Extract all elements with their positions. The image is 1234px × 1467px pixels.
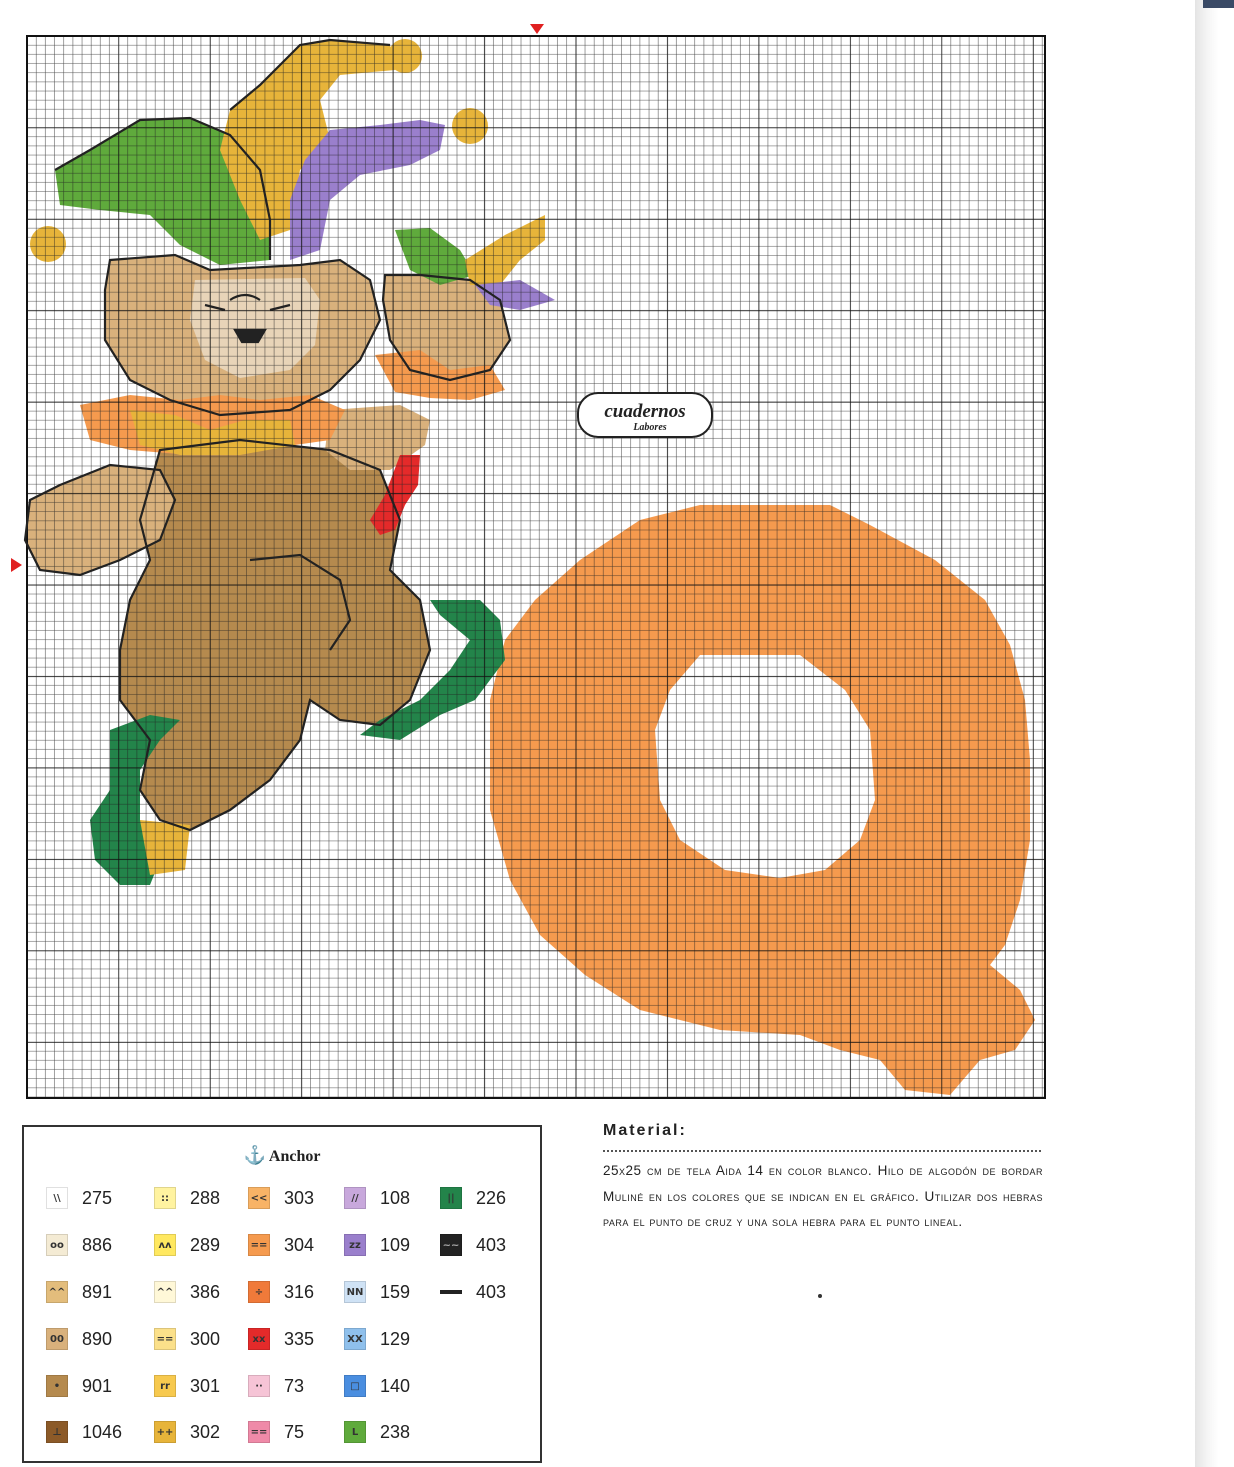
legend-brand xyxy=(24,1145,540,1166)
legend-code: 302 xyxy=(190,1421,221,1442)
legend-swatch-icon: rr xyxy=(154,1375,176,1397)
legend-swatch-icon: oo xyxy=(46,1234,68,1256)
legend-item xyxy=(344,1326,410,1352)
logo-text: cuadernos xyxy=(604,401,686,422)
legend-item xyxy=(344,1232,410,1258)
thread-legend xyxy=(22,1125,542,1463)
legend-swatch-icon: L xyxy=(344,1421,366,1443)
legend-item xyxy=(154,1232,220,1258)
legend-swatch-icon: ++ xyxy=(154,1421,176,1443)
legend-code: 301 xyxy=(190,1375,221,1396)
legend-swatch-icon: << xyxy=(248,1187,270,1209)
legend-swatch-icon: NN xyxy=(344,1281,366,1303)
legend-code: 901 xyxy=(82,1375,113,1396)
legend-swatch-icon: □ xyxy=(344,1375,366,1397)
legend-swatch-icon: || xyxy=(440,1187,462,1209)
legend-item xyxy=(248,1279,314,1305)
legend-swatch-icon: ·· xyxy=(248,1375,270,1397)
legend-code: 891 xyxy=(82,1281,113,1302)
legend-swatch-icon: 00 xyxy=(46,1328,68,1350)
legend-item xyxy=(46,1185,112,1211)
center-marker-top xyxy=(530,24,544,34)
legend-code: 1046 xyxy=(82,1421,123,1442)
legend-brand-label: Anchor xyxy=(268,1148,321,1165)
legend-item xyxy=(248,1373,304,1399)
center-marker-left xyxy=(11,558,22,572)
legend-code: 890 xyxy=(82,1328,113,1349)
legend-item xyxy=(46,1326,112,1352)
legend-item xyxy=(46,1279,112,1305)
material-title: Material: xyxy=(603,1122,687,1139)
legend-swatch-icon: ^^ xyxy=(154,1281,176,1303)
material-divider xyxy=(603,1150,1041,1152)
page-dot xyxy=(818,1294,822,1298)
legend-item xyxy=(440,1279,506,1305)
legend-swatch-icon: ⊥ xyxy=(46,1421,68,1443)
material-text: 25x25 cm de tela Aida 14 en color blanco. Hilo de algodón de bordar Muliné en los colores que se indican en el gráfico. Utilizar dos hebras para el punto de cruz y una sola hebra para el punto lineal. xyxy=(603,1163,1043,1229)
legend-code: 275 xyxy=(82,1187,113,1208)
legend-item xyxy=(154,1326,220,1352)
legend-item xyxy=(344,1419,410,1445)
legend-item xyxy=(154,1373,220,1399)
legend-swatch-icon: == xyxy=(248,1421,270,1443)
legend-item xyxy=(46,1373,112,1399)
legend-item xyxy=(154,1419,220,1445)
legend-code: 386 xyxy=(190,1281,221,1302)
legend-code: 129 xyxy=(380,1328,411,1349)
legend-swatch-icon: == xyxy=(154,1328,176,1350)
legend-code: 403 xyxy=(476,1234,507,1255)
legend-code: 226 xyxy=(476,1187,507,1208)
legend-swatch-icon: // xyxy=(344,1187,366,1209)
legend-code: 288 xyxy=(190,1187,221,1208)
legend-item xyxy=(440,1185,506,1211)
legend-code: 303 xyxy=(284,1187,315,1208)
legend-swatch-icon: ^^ xyxy=(46,1281,68,1303)
legend-code: 238 xyxy=(380,1421,411,1442)
legend-swatch-icon: • xyxy=(46,1375,68,1397)
legend-code: 159 xyxy=(380,1281,411,1302)
logo-subtext: Labores xyxy=(633,422,667,433)
legend-code: 335 xyxy=(284,1328,315,1349)
legend-swatch-icon xyxy=(440,1281,462,1303)
legend-item xyxy=(344,1279,410,1305)
legend-swatch-icon: \\ xyxy=(46,1187,68,1209)
legend-code: 73 xyxy=(284,1375,305,1396)
legend-swatch-icon: xx xyxy=(248,1328,270,1350)
legend-code: 75 xyxy=(284,1421,305,1442)
legend-swatch-icon: ʌʌ xyxy=(154,1234,176,1256)
legend-item xyxy=(248,1326,314,1352)
legend-code: 316 xyxy=(284,1281,315,1302)
legend-swatch-icon: XX xyxy=(344,1328,366,1350)
cuadernos-logo xyxy=(578,393,712,437)
legend-item xyxy=(154,1279,220,1305)
legend-item xyxy=(248,1419,304,1445)
legend-code: 886 xyxy=(82,1234,113,1255)
legend-item xyxy=(248,1185,314,1211)
legend-swatch-icon: zz xyxy=(344,1234,366,1256)
legend-code: 109 xyxy=(380,1234,411,1255)
legend-item xyxy=(154,1185,220,1211)
legend-code: 108 xyxy=(380,1187,411,1208)
legend-swatch-icon: == xyxy=(248,1234,270,1256)
legend-item xyxy=(248,1232,314,1258)
major-grid xyxy=(27,36,1045,1098)
legend-swatch-icon: :: xyxy=(154,1187,176,1209)
legend-item xyxy=(344,1373,410,1399)
legend-swatch-icon: ÷ xyxy=(248,1281,270,1303)
legend-item xyxy=(440,1232,506,1258)
legend-item xyxy=(46,1419,122,1445)
legend-code: 140 xyxy=(380,1375,411,1396)
legend-item xyxy=(344,1185,410,1211)
legend-code: 403 xyxy=(476,1281,507,1302)
legend-code: 289 xyxy=(190,1234,221,1255)
anchor-icon: ⚓ xyxy=(243,1145,266,1165)
legend-code: 304 xyxy=(284,1234,315,1255)
legend-swatch-icon: ~~ xyxy=(440,1234,462,1256)
legend-code: 300 xyxy=(190,1328,221,1349)
legend-item xyxy=(46,1232,112,1258)
